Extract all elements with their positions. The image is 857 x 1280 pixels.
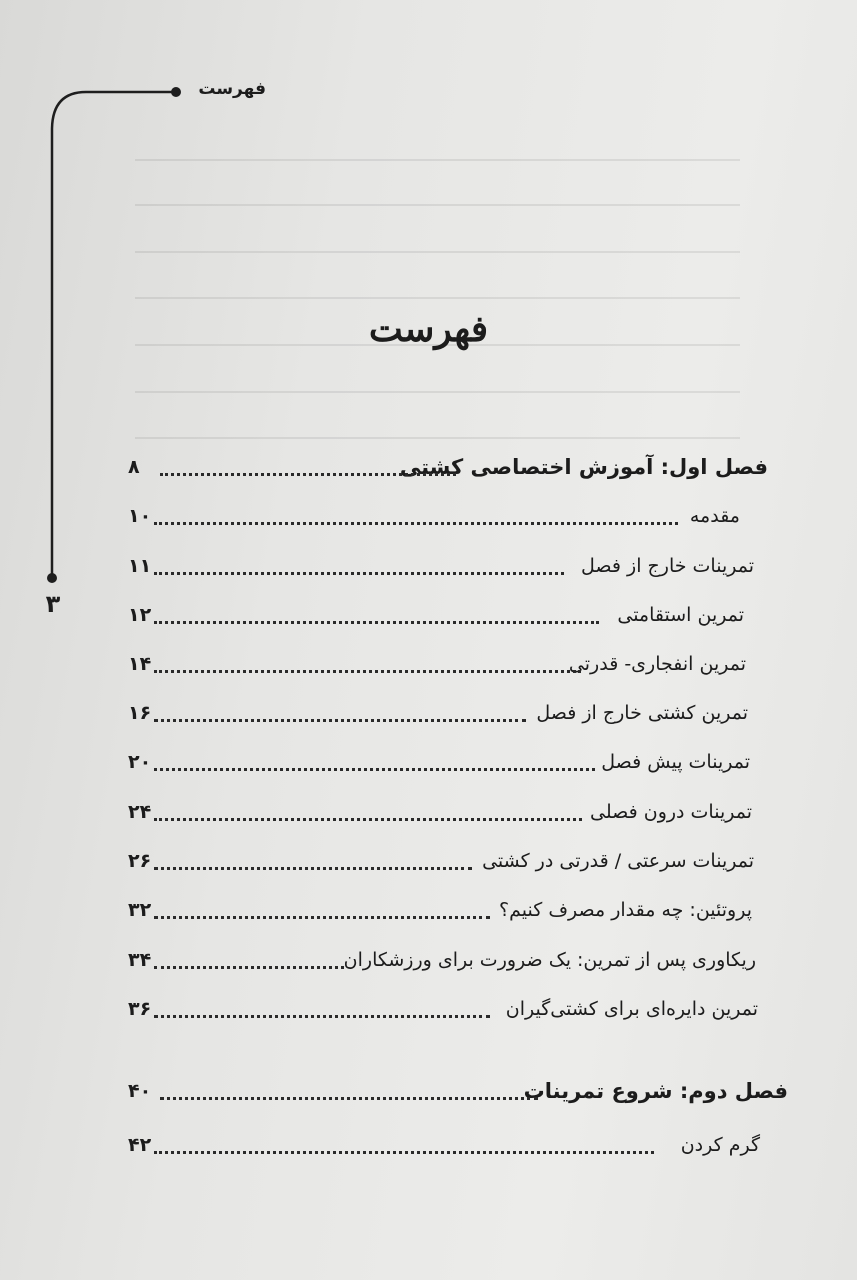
toc-label: تمرین استقامتی — [617, 604, 744, 626]
toc-label: مقدمه — [689, 505, 740, 527]
toc-entry[interactable] — [128, 940, 756, 980]
toc-label: تمرینات پیش فصل — [601, 751, 750, 773]
toc-leader-dots — [154, 719, 526, 722]
toc-leader-dots — [160, 473, 456, 476]
toc-leader-dots — [154, 768, 595, 771]
toc-leader-dots — [154, 572, 564, 575]
page-number: ۳ — [45, 590, 61, 618]
toc-entry[interactable] — [128, 546, 754, 586]
toc-title: فهرست — [368, 308, 489, 350]
toc-label: گرم کردن — [680, 1134, 760, 1156]
toc-leader-dots — [154, 867, 472, 870]
toc-label: پروتئین: چه مقدار مصرف کنیم؟ — [499, 899, 752, 921]
toc-label: تمرینات سرعتی / قدرتی در کشتی — [482, 850, 754, 872]
toc-label: ریکاوری پس از تمرین: یک ضرورت برای ورزشکاران — [343, 949, 756, 971]
toc-leader-dots — [154, 670, 581, 673]
toc-page-number: ۲۶ — [128, 850, 152, 872]
toc-label: تمرین انفجاری- قدرتی — [568, 653, 746, 675]
toc-leader-dots — [154, 1015, 490, 1018]
toc-entry[interactable] — [128, 595, 744, 635]
toc-label: فصل اول: آموزش اختصاصی کشتی — [399, 455, 768, 479]
toc-leader-dots — [154, 818, 582, 821]
toc-leader-dots — [154, 522, 678, 525]
toc-page-number: ۱۲ — [128, 604, 152, 626]
toc-entry[interactable] — [128, 693, 748, 733]
running-header: فهرست — [198, 79, 266, 99]
toc-page-number: ۴۲ — [128, 1134, 152, 1156]
toc-chapter-2[interactable] — [128, 1071, 788, 1111]
toc-page-number: ۲۰ — [128, 751, 152, 773]
toc-entry[interactable] — [128, 1125, 760, 1165]
toc-page-number: ۳۴ — [128, 949, 152, 971]
toc-page-number: ۱۴ — [128, 653, 152, 675]
toc-leader-dots — [154, 1151, 654, 1154]
toc-page-number: ۱۰ — [128, 505, 152, 527]
toc-page-number: ۳۲ — [128, 899, 152, 921]
toc-label: فصل دوم: شروع تمرینات — [523, 1079, 788, 1103]
toc-leader-dots — [154, 966, 344, 969]
toc-entry[interactable] — [128, 989, 758, 1029]
toc-leader-dots — [154, 621, 599, 624]
toc-page-number: ۴۰ — [128, 1080, 152, 1102]
toc-label: تمرینات خارج از فصل — [581, 555, 754, 577]
toc-entry[interactable] — [128, 792, 752, 832]
toc-leader-dots — [160, 1097, 538, 1100]
toc-page-number: ۱۶ — [128, 702, 152, 724]
toc-entry[interactable] — [128, 644, 746, 684]
toc-page-number: ۲۴ — [128, 801, 152, 823]
toc-entry[interactable] — [128, 742, 750, 782]
toc-leader-dots — [154, 916, 490, 919]
toc-label: تمرین دایره‌ای برای کشتی‌گیران — [505, 998, 758, 1020]
toc-chapter-1[interactable] — [128, 447, 768, 487]
toc-label: تمرین کشتی خارج از فصل — [536, 702, 748, 724]
toc-entry[interactable] — [128, 841, 754, 881]
toc-entry[interactable] — [128, 890, 752, 930]
toc-page-number: ۸ — [128, 456, 140, 478]
toc-entry[interactable] — [128, 496, 740, 536]
toc-label: تمرینات درون فصلی — [590, 801, 752, 823]
toc-page-number: ۱۱ — [128, 555, 152, 577]
toc-page-number: ۳۶ — [128, 998, 152, 1020]
